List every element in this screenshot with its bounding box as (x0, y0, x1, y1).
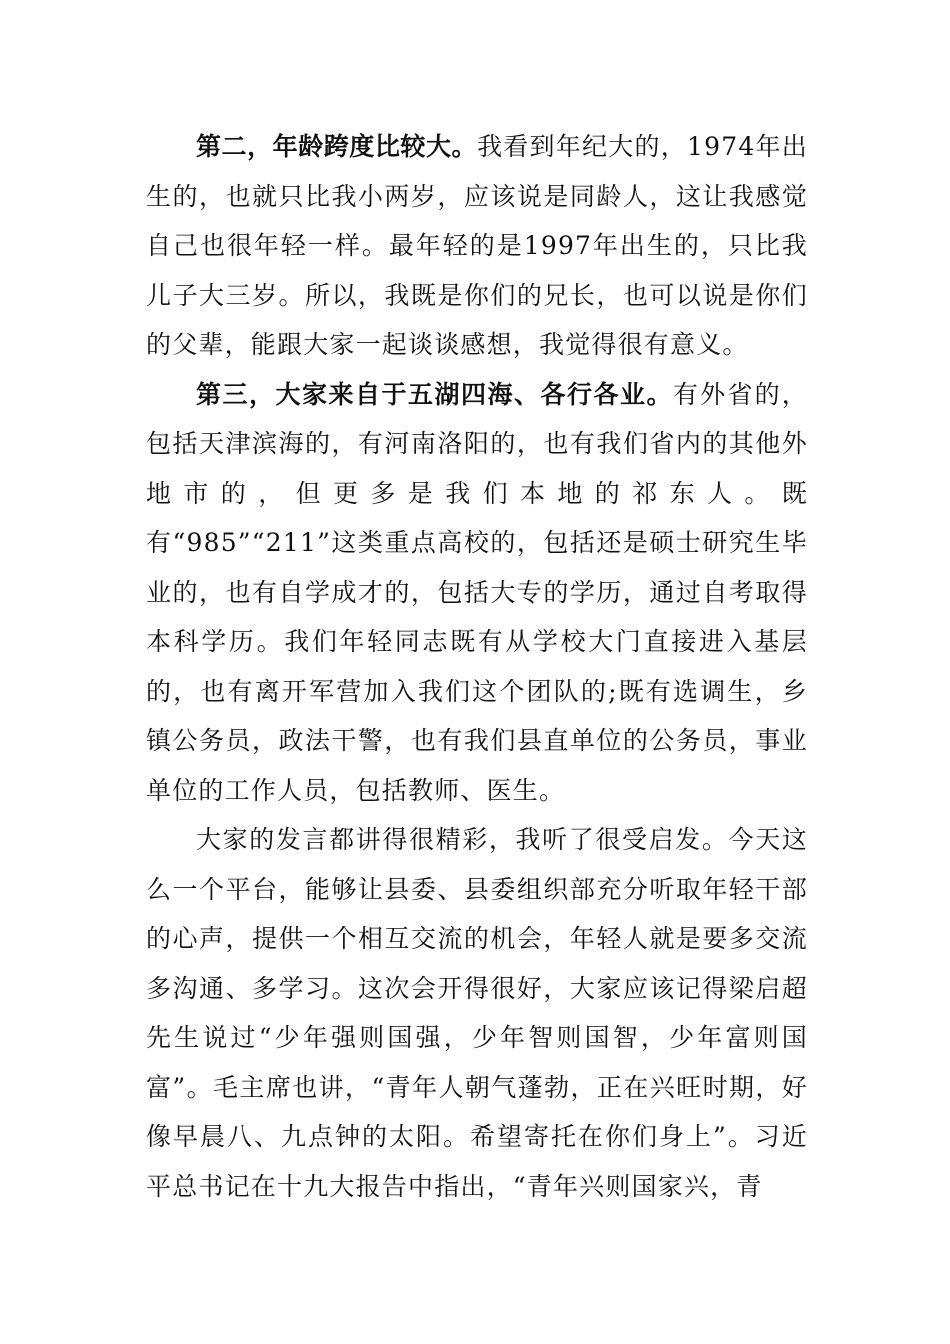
paragraph-diverse-origins (146, 370, 808, 816)
paragraph-age-span (146, 122, 808, 370)
paragraph-body: 大家的发言都讲得很精彩，我听了很受启发。今天这么一个平台，能够让县委、县委组织部充分听取年轻干部的心声，提供一个相互交流的机会，年轻人就是要多交流多沟通、多学习。这次会开得很好，大家应该记得梁启超先生说过“少年强则国强，少年智则国智，少年富则国富”。毛主席也讲，“青年人朝气蓬勃，正在兴旺时期，好像早晨八、九点钟的太阳。希望寄托在你们身上”。习近平总书记在十九大报告中指出，“青年兴则国家兴，青 (146, 825, 808, 1201)
paragraph-heading: 第三，大家来自于五湖四海、各行各业。 (196, 379, 673, 409)
paragraph-body: 我看到年纪大的，1974年出生的，也就只比我小两岁，应该说是同龄人，这让我感觉自己也很年轻一样。最年轻的是1997年出生的，只比我儿子大三岁。所以，我既是你们的兄长，也可以说是你们的父辈，能跟大家一起谈谈感想，我觉得很有意义。 (146, 132, 808, 359)
document-page (146, 122, 808, 1211)
paragraph-youth-remarks (146, 815, 808, 1211)
paragraph-heading: 第二，年龄跨度比较大。 (196, 132, 478, 161)
paragraph-body: 有外省的，包括天津滨海的，有河南洛阳的，也有我们省内的其他外地市的，但更多是我们本地的祁东人。既有“985”“211”这类重点高校的，包括还是硕士研究生毕业的，也有自学成才的，包括大专的学历，通过自考取得本科学历。我们年轻同志既有从学校大门直接进入基层的，也有离开军营加入我们这个团队的;既有选调生，乡镇公务员，政法干警，也有我们县直单位的公务员，事业单位的工作人员，包括教师、医生。 (146, 379, 808, 805)
